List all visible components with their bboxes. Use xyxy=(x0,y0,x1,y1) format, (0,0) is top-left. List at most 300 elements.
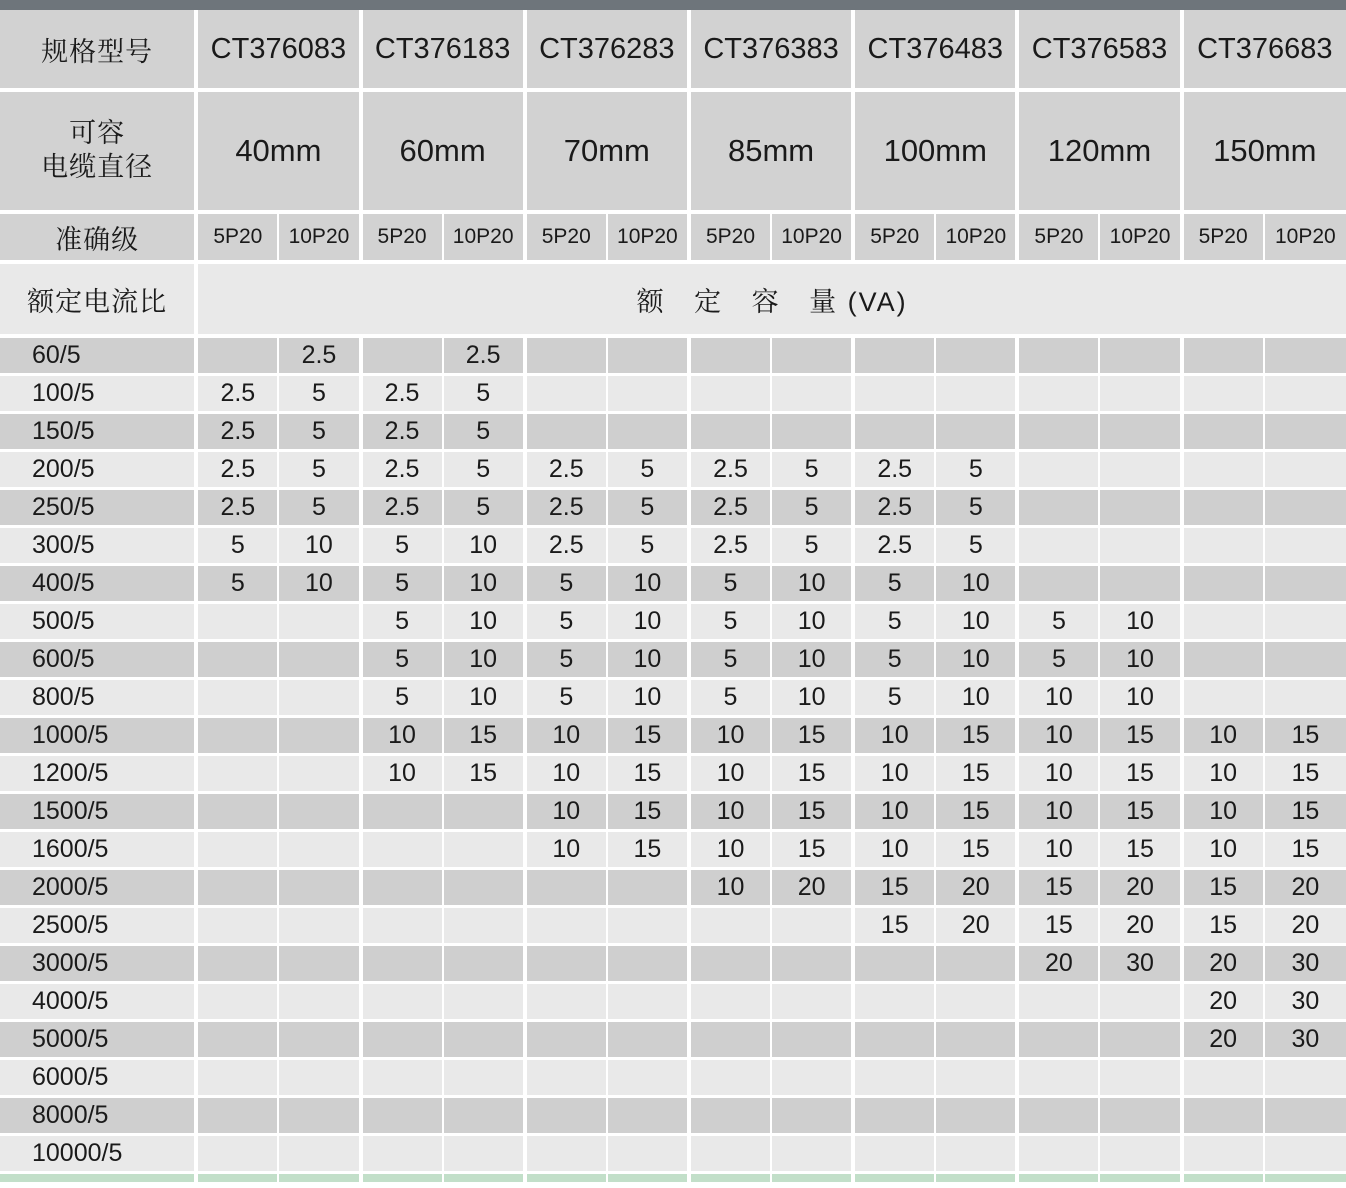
va-value-cell xyxy=(689,1135,771,1173)
va-value-cell: 15 xyxy=(607,831,689,869)
va-value-cell xyxy=(1017,983,1099,1021)
va-value-cell xyxy=(853,1097,935,1135)
va-value-cell xyxy=(443,1135,525,1173)
va-value-cell: 15 xyxy=(1264,755,1346,793)
va-value-cell: 5 xyxy=(1017,603,1099,641)
va-value-cell: 10 xyxy=(1017,679,1099,717)
va-value-cell: 30 xyxy=(1264,983,1346,1021)
va-value-cell xyxy=(689,907,771,945)
va-value-cell: 20 xyxy=(1182,983,1264,1021)
table-row xyxy=(0,527,1346,565)
va-value-cell xyxy=(278,1135,360,1173)
va-value-cell xyxy=(689,1021,771,1059)
diameter-cell: 40mm xyxy=(196,90,360,212)
diameter-cell: 70mm xyxy=(525,90,689,212)
va-value-cell: 5 xyxy=(607,489,689,527)
va-value-cell: 5 xyxy=(689,603,771,641)
va-value-cell xyxy=(853,983,935,1021)
va-value-cell xyxy=(443,831,525,869)
va-value-cell: 15 xyxy=(1182,869,1264,907)
bottom-accent-cell xyxy=(689,1173,771,1183)
va-value-cell xyxy=(1182,1097,1264,1135)
va-value-cell: 5 xyxy=(278,413,360,451)
va-value-cell: 30 xyxy=(1264,945,1346,983)
va-value-cell xyxy=(443,1059,525,1097)
ratio-cell: 1000/5 xyxy=(0,717,196,755)
ratio-cell: 5000/5 xyxy=(0,1021,196,1059)
table-row xyxy=(0,375,1346,413)
va-value-cell: 10 xyxy=(689,755,771,793)
bottom-accent-cell xyxy=(443,1173,525,1183)
va-value-cell: 15 xyxy=(771,717,853,755)
table-row xyxy=(0,793,1346,831)
va-value-cell: 2.5 xyxy=(196,413,278,451)
va-value-cell: 15 xyxy=(853,907,935,945)
va-value-cell xyxy=(1182,336,1264,375)
va-value-cell: 20 xyxy=(771,869,853,907)
va-value-cell: 10 xyxy=(525,793,607,831)
table-row xyxy=(0,755,1346,793)
model-code-cell: CT376683 xyxy=(1182,10,1346,90)
va-value-cell xyxy=(278,679,360,717)
va-value-cell: 10 xyxy=(278,565,360,603)
va-value-cell: 10 xyxy=(443,603,525,641)
va-value-cell: 5 xyxy=(689,565,771,603)
bottom-accent-cell xyxy=(361,1173,443,1183)
va-value-cell: 10 xyxy=(935,565,1017,603)
va-value-cell xyxy=(607,1097,689,1135)
va-value-cell xyxy=(1182,1135,1264,1173)
va-value-cell xyxy=(1017,336,1099,375)
va-value-cell: 15 xyxy=(1182,907,1264,945)
va-value-cell xyxy=(771,336,853,375)
accuracy-class-cell: 5P20 xyxy=(689,212,771,262)
va-value-cell: 10 xyxy=(525,831,607,869)
diameter-label xyxy=(0,90,196,212)
table-row xyxy=(0,1097,1346,1135)
va-value-cell xyxy=(607,907,689,945)
va-value-cell xyxy=(607,983,689,1021)
va-value-cell: 10 xyxy=(935,679,1017,717)
va-value-cell xyxy=(1099,413,1181,451)
accuracy-label: 准确级 xyxy=(0,212,196,262)
diameter-cell: 120mm xyxy=(1017,90,1181,212)
va-value-cell: 10 xyxy=(607,679,689,717)
va-value-cell xyxy=(361,831,443,869)
va-value-cell: 2.5 xyxy=(525,527,607,565)
va-value-cell: 15 xyxy=(1099,717,1181,755)
va-value-cell: 10 xyxy=(525,755,607,793)
bottom-accent-cell xyxy=(771,1173,853,1183)
va-value-cell xyxy=(935,375,1017,413)
va-value-cell: 15 xyxy=(935,831,1017,869)
va-value-cell xyxy=(1182,641,1264,679)
ratio-cell: 8000/5 xyxy=(0,1097,196,1135)
va-value-cell xyxy=(935,336,1017,375)
va-value-cell xyxy=(525,869,607,907)
va-value-cell xyxy=(1264,679,1346,717)
va-value-cell: 2.5 xyxy=(689,489,771,527)
va-value-cell xyxy=(525,1135,607,1173)
va-value-cell: 10 xyxy=(1017,793,1099,831)
ratio-cell: 2500/5 xyxy=(0,907,196,945)
va-value-cell xyxy=(1264,565,1346,603)
accuracy-class-cell: 10P20 xyxy=(278,212,360,262)
va-value-cell: 20 xyxy=(935,907,1017,945)
va-value-cell xyxy=(196,1135,278,1173)
va-value-cell xyxy=(196,641,278,679)
va-value-cell: 20 xyxy=(1182,1021,1264,1059)
va-value-cell xyxy=(278,717,360,755)
va-value-cell: 2.5 xyxy=(525,489,607,527)
accuracy-class-cell: 10P20 xyxy=(935,212,1017,262)
va-value-cell: 5 xyxy=(607,527,689,565)
va-value-cell: 5 xyxy=(689,641,771,679)
bottom-accent-cell xyxy=(1264,1173,1346,1183)
va-value-cell: 5 xyxy=(935,489,1017,527)
va-value-cell xyxy=(689,1097,771,1135)
va-value-cell xyxy=(443,1021,525,1059)
bottom-accent-cell xyxy=(1017,1173,1099,1183)
va-value-cell: 10 xyxy=(607,641,689,679)
va-value-cell xyxy=(771,1021,853,1059)
va-value-cell: 5 xyxy=(689,679,771,717)
va-value-cell xyxy=(361,1059,443,1097)
va-value-cell: 10 xyxy=(853,717,935,755)
va-value-cell: 2.5 xyxy=(443,336,525,375)
table-row xyxy=(0,489,1346,527)
va-value-cell xyxy=(935,1097,1017,1135)
va-value-cell: 10 xyxy=(361,755,443,793)
ratio-cell: 800/5 xyxy=(0,679,196,717)
va-value-cell xyxy=(1264,375,1346,413)
va-value-cell: 10 xyxy=(1017,831,1099,869)
va-value-cell xyxy=(525,907,607,945)
va-value-cell: 5 xyxy=(443,413,525,451)
va-value-cell xyxy=(525,983,607,1021)
va-value-cell xyxy=(1264,603,1346,641)
va-value-cell: 20 xyxy=(1264,869,1346,907)
va-value-cell xyxy=(196,983,278,1021)
va-value-cell: 5 xyxy=(361,527,443,565)
va-value-cell: 10 xyxy=(1182,831,1264,869)
va-value-cell: 20 xyxy=(1264,907,1346,945)
va-value-cell: 30 xyxy=(1264,1021,1346,1059)
va-value-cell xyxy=(278,1059,360,1097)
va-value-cell: 15 xyxy=(1264,793,1346,831)
va-value-cell: 2.5 xyxy=(196,451,278,489)
bottom-accent-cell xyxy=(607,1173,689,1183)
va-value-cell: 15 xyxy=(771,831,853,869)
ratio-cell: 300/5 xyxy=(0,527,196,565)
accuracy-class-cell: 10P20 xyxy=(771,212,853,262)
va-value-cell xyxy=(1182,451,1264,489)
table-row xyxy=(0,641,1346,679)
va-value-cell: 15 xyxy=(1099,755,1181,793)
va-value-cell: 10 xyxy=(1017,717,1099,755)
va-value-cell: 20 xyxy=(1017,945,1099,983)
va-value-cell xyxy=(361,793,443,831)
va-value-cell xyxy=(853,336,935,375)
diameter-cell: 60mm xyxy=(361,90,525,212)
table-row xyxy=(0,907,1346,945)
va-value-cell xyxy=(1017,1097,1099,1135)
model-code-cell: CT376583 xyxy=(1017,10,1181,90)
va-value-cell: 2.5 xyxy=(689,527,771,565)
va-value-cell xyxy=(196,755,278,793)
va-value-cell xyxy=(853,945,935,983)
va-value-cell xyxy=(1182,413,1264,451)
va-value-cell xyxy=(278,831,360,869)
va-value-cell: 5 xyxy=(1017,641,1099,679)
va-value-cell xyxy=(607,1021,689,1059)
ratio-cell: 600/5 xyxy=(0,641,196,679)
va-value-cell xyxy=(196,1021,278,1059)
va-value-cell: 20 xyxy=(1182,945,1264,983)
va-value-cell: 10 xyxy=(443,565,525,603)
accuracy-class-cell: 5P20 xyxy=(525,212,607,262)
va-value-cell xyxy=(1099,565,1181,603)
va-value-cell: 5 xyxy=(853,603,935,641)
va-value-cell xyxy=(525,1021,607,1059)
va-value-cell: 10 xyxy=(443,527,525,565)
va-value-cell: 5 xyxy=(196,565,278,603)
va-value-cell: 5 xyxy=(525,641,607,679)
va-value-cell: 5 xyxy=(361,641,443,679)
va-value-cell: 10 xyxy=(525,717,607,755)
table-row xyxy=(0,603,1346,641)
va-value-cell xyxy=(1264,1135,1346,1173)
va-value-cell xyxy=(196,907,278,945)
va-value-cell xyxy=(1264,1059,1346,1097)
table-row xyxy=(0,945,1346,983)
va-value-cell xyxy=(1264,1097,1346,1135)
model-code-cell: CT376183 xyxy=(361,10,525,90)
ratio-cell: 200/5 xyxy=(0,451,196,489)
va-value-cell xyxy=(278,603,360,641)
ratio-cell: 1200/5 xyxy=(0,755,196,793)
va-value-cell: 15 xyxy=(1017,907,1099,945)
va-value-cell: 10 xyxy=(1182,717,1264,755)
bottom-accent-cell xyxy=(853,1173,935,1183)
va-value-cell xyxy=(771,1059,853,1097)
va-value-cell xyxy=(361,336,443,375)
va-value-cell: 15 xyxy=(771,755,853,793)
va-value-cell xyxy=(607,1059,689,1097)
va-value-cell xyxy=(935,413,1017,451)
va-value-cell: 5 xyxy=(196,527,278,565)
va-value-cell: 5 xyxy=(853,679,935,717)
ratio-cell: 100/5 xyxy=(0,375,196,413)
va-value-cell: 15 xyxy=(607,755,689,793)
top-accent-bar xyxy=(0,0,1346,10)
bottom-accent-cell xyxy=(196,1173,278,1183)
va-value-cell: 10 xyxy=(689,717,771,755)
va-value-cell xyxy=(1017,565,1099,603)
va-value-cell xyxy=(607,869,689,907)
va-value-cell: 20 xyxy=(935,869,1017,907)
va-value-cell xyxy=(361,869,443,907)
va-value-cell: 10 xyxy=(771,565,853,603)
va-value-cell: 10 xyxy=(1182,755,1264,793)
va-value-cell: 5 xyxy=(607,451,689,489)
ratio-cell: 250/5 xyxy=(0,489,196,527)
va-value-cell xyxy=(196,945,278,983)
va-value-cell xyxy=(525,1097,607,1135)
va-value-cell: 2.5 xyxy=(361,375,443,413)
table-row xyxy=(0,983,1346,1021)
va-value-cell xyxy=(1099,375,1181,413)
va-value-cell: 2.5 xyxy=(196,489,278,527)
va-value-cell: 5 xyxy=(525,603,607,641)
va-value-cell xyxy=(278,641,360,679)
va-value-cell: 5 xyxy=(525,565,607,603)
table-row xyxy=(0,869,1346,907)
ratio-cell: 150/5 xyxy=(0,413,196,451)
va-value-cell xyxy=(1264,641,1346,679)
va-value-cell xyxy=(1182,1059,1264,1097)
va-value-cell xyxy=(853,1135,935,1173)
va-value-cell xyxy=(1182,375,1264,413)
va-value-cell xyxy=(196,679,278,717)
va-value-cell: 15 xyxy=(935,717,1017,755)
table-row xyxy=(0,1021,1346,1059)
va-value-cell xyxy=(525,945,607,983)
va-value-cell xyxy=(278,1021,360,1059)
bottom-accent-cell xyxy=(278,1173,360,1183)
va-value-cell: 2.5 xyxy=(196,375,278,413)
va-value-cell xyxy=(1099,336,1181,375)
va-value-cell: 15 xyxy=(771,793,853,831)
va-value-cell: 15 xyxy=(443,755,525,793)
model-code-cell: CT376483 xyxy=(853,10,1017,90)
va-value-cell: 5 xyxy=(361,565,443,603)
va-value-cell xyxy=(1017,375,1099,413)
va-value-cell xyxy=(771,907,853,945)
va-value-cell xyxy=(278,907,360,945)
va-value-cell: 2.5 xyxy=(278,336,360,375)
accuracy-class-cell: 10P20 xyxy=(443,212,525,262)
ratio-cell: 500/5 xyxy=(0,603,196,641)
va-value-cell xyxy=(278,793,360,831)
va-value-cell: 5 xyxy=(443,489,525,527)
accuracy-class-cell: 5P20 xyxy=(1182,212,1264,262)
table-row xyxy=(0,831,1346,869)
va-value-cell xyxy=(196,336,278,375)
va-value-cell xyxy=(1017,451,1099,489)
va-value-cell xyxy=(361,907,443,945)
va-value-cell: 10 xyxy=(853,831,935,869)
bottom-accent-cell xyxy=(1182,1173,1264,1183)
ratio-cell: 1600/5 xyxy=(0,831,196,869)
va-value-cell xyxy=(361,1135,443,1173)
va-value-cell: 15 xyxy=(443,717,525,755)
va-value-cell: 5 xyxy=(278,375,360,413)
va-value-cell xyxy=(1182,603,1264,641)
va-value-cell xyxy=(1264,451,1346,489)
va-value-cell xyxy=(196,869,278,907)
table-row xyxy=(0,413,1346,451)
va-value-cell xyxy=(361,983,443,1021)
va-value-cell: 5 xyxy=(525,679,607,717)
va-value-cell xyxy=(361,1097,443,1135)
va-value-cell xyxy=(1099,983,1181,1021)
va-value-cell xyxy=(771,1097,853,1135)
diameter-cell: 100mm xyxy=(853,90,1017,212)
accuracy-class-cell: 10P20 xyxy=(1099,212,1181,262)
va-value-cell: 10 xyxy=(853,755,935,793)
va-value-cell xyxy=(689,983,771,1021)
ratio-cell: 2000/5 xyxy=(0,869,196,907)
va-value-cell xyxy=(1182,565,1264,603)
va-value-cell: 10 xyxy=(278,527,360,565)
va-value-cell xyxy=(689,413,771,451)
va-value-cell xyxy=(935,1059,1017,1097)
va-value-cell: 20 xyxy=(1099,907,1181,945)
va-value-cell xyxy=(278,755,360,793)
va-value-cell xyxy=(443,869,525,907)
va-value-cell xyxy=(1099,527,1181,565)
va-value-cell xyxy=(1182,527,1264,565)
va-value-cell: 2.5 xyxy=(525,451,607,489)
ratio-cell: 6000/5 xyxy=(0,1059,196,1097)
va-value-cell xyxy=(1017,527,1099,565)
va-value-cell: 10 xyxy=(771,603,853,641)
va-value-cell xyxy=(771,983,853,1021)
va-value-cell xyxy=(1264,489,1346,527)
va-value-cell xyxy=(196,603,278,641)
diameter-label-line2: 电缆直径 xyxy=(41,152,154,182)
va-value-cell: 5 xyxy=(771,489,853,527)
va-value-cell: 10 xyxy=(771,679,853,717)
va-value-cell xyxy=(853,375,935,413)
va-value-cell: 5 xyxy=(361,603,443,641)
va-value-cell: 10 xyxy=(853,793,935,831)
accuracy-class-cell: 5P20 xyxy=(361,212,443,262)
va-value-cell xyxy=(443,945,525,983)
va-value-cell xyxy=(525,375,607,413)
va-value-cell xyxy=(1099,1059,1181,1097)
va-value-cell: 15 xyxy=(607,717,689,755)
va-value-cell xyxy=(935,983,1017,1021)
va-value-cell xyxy=(1017,1021,1099,1059)
va-value-cell: 10 xyxy=(443,641,525,679)
va-value-cell: 10 xyxy=(361,717,443,755)
va-value-cell: 15 xyxy=(1264,717,1346,755)
va-value-cell: 2.5 xyxy=(361,413,443,451)
va-value-cell xyxy=(1264,527,1346,565)
va-value-cell xyxy=(443,983,525,1021)
va-value-cell xyxy=(607,1135,689,1173)
table-row xyxy=(0,717,1346,755)
va-value-cell xyxy=(361,945,443,983)
va-value-cell xyxy=(1182,679,1264,717)
va-value-cell xyxy=(1017,1059,1099,1097)
va-value-cell: 2.5 xyxy=(361,451,443,489)
va-value-cell: 2.5 xyxy=(853,489,935,527)
va-value-cell xyxy=(689,375,771,413)
diameter-label-line1: 可容 xyxy=(69,118,126,149)
va-value-cell: 10 xyxy=(1182,793,1264,831)
va-value-cell: 15 xyxy=(853,869,935,907)
va-value-cell: 2.5 xyxy=(853,527,935,565)
va-value-cell: 5 xyxy=(278,451,360,489)
accuracy-class-cell: 5P20 xyxy=(853,212,935,262)
ratio-cell: 400/5 xyxy=(0,565,196,603)
bottom-accent-cell xyxy=(1099,1173,1181,1183)
va-value-cell: 10 xyxy=(689,793,771,831)
va-value-cell: 15 xyxy=(935,793,1017,831)
